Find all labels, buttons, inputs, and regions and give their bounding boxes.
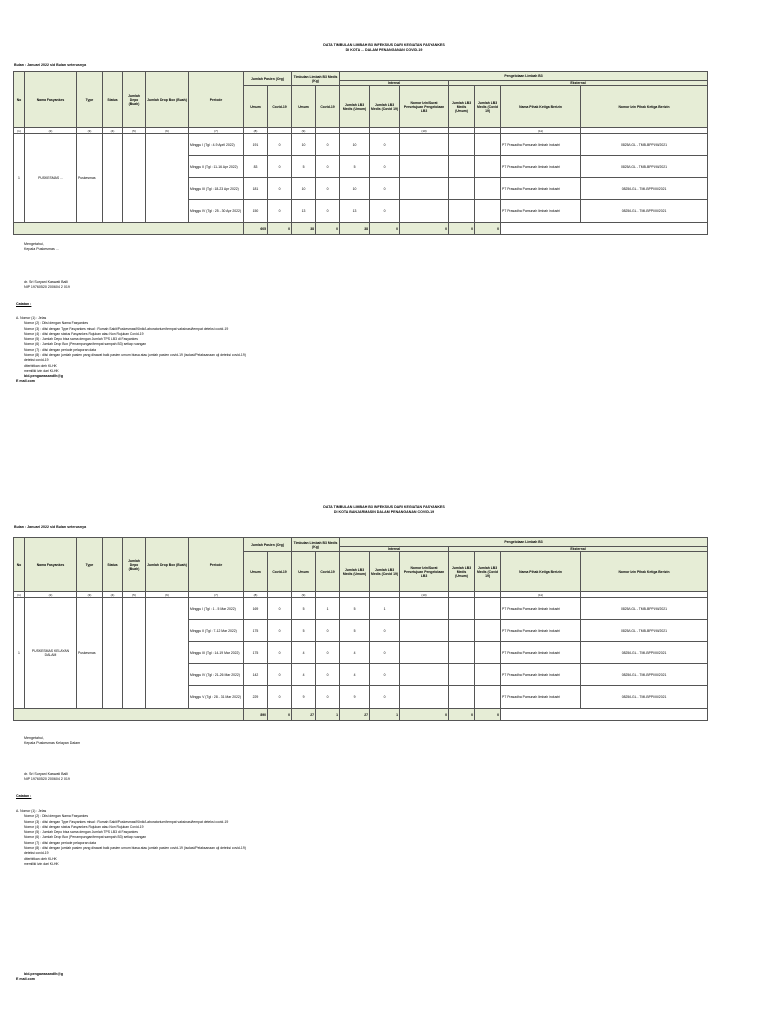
col-lb3-covid: Jumlah LB3 Medis (Covid 19): [370, 86, 400, 128]
t-umum-cell: 10: [292, 134, 316, 156]
facility-name: PUSKESMAS KELAYAN DALAM: [25, 598, 77, 709]
empty-cell: [400, 686, 449, 709]
colno: (8): [244, 592, 268, 598]
total-spacer: [14, 223, 244, 235]
lb3-covid-cell: 0: [370, 642, 400, 664]
t-covid-cell: 0: [316, 642, 340, 664]
total-spacer: [14, 709, 244, 721]
facility-status: [103, 598, 123, 709]
total-row: [14, 223, 708, 235]
umum-cell: 181: [244, 178, 268, 200]
col-jumlah-pasien: Jumlah Pasien (Org): [244, 538, 292, 552]
izin-cell: 0825/LGL - TMI-BPPI/III/2021: [581, 686, 708, 709]
t-covid-cell: 0: [316, 134, 340, 156]
covid-cell: 0: [268, 156, 292, 178]
note-line: diterbitkan oleh KLHK: [24, 856, 57, 861]
lb3-umum-cell: 13: [340, 200, 370, 223]
note-line: Nomor (8) : diisi dengan jumlah pasien yang dirawat baik pasien umum biasa atau jumlah pasien covid-19 (isolasi/Pelaksanaan uji deteksi covid-19): [24, 353, 246, 358]
note-line: Nomor (8) : diisi dengan jumlah pasien yang dirawat baik pasien umum biasa atau jumlah pasien covid-19 (isolasi/Pelaksanaan uji deteksi covid-19): [24, 846, 246, 851]
periode-cell: Minggu IV (Tgl : 21-26 Mar 2022): [189, 664, 244, 686]
empty-cell: [400, 642, 449, 664]
col-t-covid: Covid-19: [316, 552, 340, 592]
colno: (5): [123, 128, 146, 134]
waste-table: [13, 537, 708, 721]
empty-cell: [400, 598, 449, 620]
total-row: [14, 709, 708, 721]
total-lb3-covid: 1: [370, 709, 400, 721]
col-ek-covid: Jumlah LB3 Medis (Covid 19): [475, 86, 501, 128]
lb3-covid-cell: 0: [370, 620, 400, 642]
pihak-cell: PT Prasadha Pamunah limbah industri: [501, 664, 581, 686]
col-ek-umum: Jumlah LB3 Medis (Umum): [449, 552, 475, 592]
umum-cell: 142: [244, 664, 268, 686]
col-izin-surat: Nomor Izin/Surat Persetujuan Pengelolaan LB3: [400, 86, 449, 128]
facility-dropbox: [146, 134, 189, 223]
signer-nip: NIP 19760520 200604 2 019: [24, 285, 70, 289]
col-dropbox: Jumlah Drop Box (Buah): [146, 72, 189, 128]
sign-line: Kepala Puskesmas ...: [24, 247, 59, 251]
colno: (2): [25, 592, 77, 598]
empty-cell: [400, 664, 449, 686]
t-covid-cell: 0: [316, 664, 340, 686]
note-line: A. Nomor (1) : Jelas: [16, 316, 47, 320]
col-umum: Umum: [244, 552, 268, 592]
col-jumlah-pasien: Jumlah Pasien (Org): [244, 72, 292, 86]
signer-name: dr. Sri Suryani Kaswati Balli: [24, 280, 68, 284]
periode-cell: Minggu I (Tgl : 4-9 April 2022): [189, 134, 244, 156]
covid-cell: 0: [268, 642, 292, 664]
colno: (4): [103, 128, 123, 134]
colno: (9): [292, 592, 316, 598]
colno: (4): [103, 592, 123, 598]
periode-cell: Minggu I (Tgl : 1 - 5 Mar 2022): [189, 598, 244, 620]
col-depo: Jumlah Depo (Buah): [123, 538, 146, 592]
periode-cell: Minggu IV (Tgl : 25 - 30 Apr 2022): [189, 200, 244, 223]
izin-cell: 0825/LGL - TMI-BPPI/III/2021: [581, 200, 708, 223]
umum-cell: 175: [244, 642, 268, 664]
lb3-umum-cell: 5: [340, 598, 370, 620]
col-t-covid: Covid-19: [316, 86, 340, 128]
col-lb3-umum: Jumlah LB3 Medis (Umum): [340, 552, 370, 592]
empty-cell: [449, 178, 475, 200]
row-no: 1: [14, 134, 25, 223]
colno: (2): [25, 128, 77, 134]
col-eksternal: Eksternal: [449, 547, 708, 552]
lb3-umum-cell: 10: [340, 134, 370, 156]
lb3-covid-cell: 0: [370, 664, 400, 686]
total-blank: [501, 709, 708, 721]
email: [16, 374, 63, 384]
colno: (10): [400, 128, 449, 134]
note-line: Nomor (5) : Jumlah Depo bisa sama dengan Jumlah TPS LB3 di Fasyankes: [24, 830, 138, 835]
pihak-cell: PT Prasadha Pamunah limbah industri: [501, 620, 581, 642]
umum-cell: 83: [244, 156, 268, 178]
facility-dropbox: [146, 598, 189, 709]
note-line: diterbitkan oleh KLHK: [24, 363, 57, 368]
total-t-covid: 1: [316, 709, 340, 721]
empty-cell: [475, 686, 501, 709]
total-ek-covid: 0: [475, 709, 501, 721]
empty-cell: [475, 664, 501, 686]
total-umum: 890: [244, 709, 268, 721]
row-no: 1: [14, 598, 25, 709]
lb3-umum-cell: 5: [340, 620, 370, 642]
total-t-umum: 27: [292, 709, 316, 721]
sign-line: Kepala Puskesmas Kelayan Dalam: [24, 741, 81, 745]
email-line: E mail.com: [16, 379, 35, 383]
t-covid-cell: 0: [316, 156, 340, 178]
pihak-cell: PT Prasadha Pamunah limbah industri: [501, 200, 581, 223]
periode-cell: Minggu II (Tgl : 11-16 Apr 2022): [189, 156, 244, 178]
t-covid-cell: 0: [316, 686, 340, 709]
empty-cell: [449, 200, 475, 223]
note-line: Nomor (6) : Jumlah Drop Box (Penampungan/tempat sampah B3) setiap ruangan: [24, 835, 147, 840]
total-blank: [501, 223, 708, 235]
col-izin-pihak: Nomor Izin Pihak Ketiga Berizin: [581, 552, 708, 592]
note-line: Nomor (2) : Diisi dengan Nama Fasyankes: [24, 321, 89, 326]
lb3-umum-cell: 4: [340, 664, 370, 686]
empty-cell: [475, 156, 501, 178]
empty-cell: [475, 598, 501, 620]
report-title: [0, 43, 768, 53]
acknowledgement: [24, 736, 80, 746]
empty-cell: [449, 598, 475, 620]
t-umum-cell: 13: [292, 200, 316, 223]
colno: (8): [244, 128, 268, 134]
empty-cell: [449, 642, 475, 664]
col-internal: Internal: [340, 81, 449, 86]
colno: (7): [189, 592, 244, 598]
note-line: Nomor (2) : Diisi dengan Nama Fasyankes: [24, 814, 89, 819]
lb3-covid-cell: 0: [370, 156, 400, 178]
t-covid-cell: 0: [316, 200, 340, 223]
covid-cell: 0: [268, 178, 292, 200]
report-period: Bulan : Januari 2022 s/d Bulan seterusnya: [14, 63, 87, 67]
col-pihak: Nama Pihak Ketiga Berizin: [501, 552, 581, 592]
note-line: memiliki izin dari KLHK: [24, 861, 59, 866]
total-izin: 0: [400, 709, 449, 721]
note-line: Nomor (4) : diisi dengan status Fasyankes Rujukan atau Non Rujukan Covid-19: [24, 824, 144, 829]
col-pengelolaan: Pengelolaan Limbah B3: [340, 538, 708, 547]
empty-cell: [475, 620, 501, 642]
t-umum-cell: 4: [292, 664, 316, 686]
pihak-cell: PT Prasadha Pamunah limbah industri: [501, 156, 581, 178]
col-status: Status: [103, 538, 123, 592]
col-t-umum: Umum: [292, 552, 316, 592]
facility-status: [103, 134, 123, 223]
t-covid-cell: 1: [316, 598, 340, 620]
title-line: DI KOTA BANJARMASIN DALAM PENANGANAN COVID-19: [333, 510, 435, 514]
pihak-cell: PT Prasadha Pamunah limbah industri: [501, 642, 581, 664]
colno: (5): [123, 592, 146, 598]
t-umum-cell: 9: [292, 686, 316, 709]
periode-cell: Minggu V (Tgl : 28 - 31 Mar 2022): [189, 686, 244, 709]
note-line: Nomor (3) : diisi dengan Type Fasyankes misal : Rumah Sakit/Puskesmas/Klinik/Laboratorium/tempat vaksinasi/tempat deteksi covid-19: [24, 819, 229, 824]
pihak-cell: PT Prasadha Pamunah limbah industri: [501, 178, 581, 200]
empty-cell: [475, 134, 501, 156]
colno: (3): [77, 128, 103, 134]
col-no: No: [14, 72, 25, 128]
title-line: DI KOTA ... DALAM PENANGANAN COVID-19: [345, 48, 423, 52]
lb3-umum-cell: 9: [340, 686, 370, 709]
pihak-cell: PT Prasadha Pamunah limbah industri: [501, 686, 581, 709]
covid-cell: 0: [268, 134, 292, 156]
total-covid: 0: [268, 223, 292, 235]
note-line: Nomor (3) : diisi dengan Type Fasyankes misal : Rumah Sakit/Puskesmas/Klinik/Laboratorium/tempat vaksinasi/tempat deteksi covid-19: [24, 326, 229, 331]
t-umum-cell: 5: [292, 620, 316, 642]
col-status: Status: [103, 72, 123, 128]
t-covid-cell: 0: [316, 620, 340, 642]
colno: (10): [400, 592, 449, 598]
izin-cell: 0825/LGL - TMI-BPPI/III/2021: [581, 642, 708, 664]
col-umum: Umum: [244, 86, 268, 128]
col-nama: Nama Fasyankes: [25, 538, 77, 592]
signer: [24, 280, 70, 290]
izin-cell: 0825/LGL - TMI-BPPI/III/2021: [581, 664, 708, 686]
col-ek-umum: Jumlah LB3 Medis (Umum): [449, 86, 475, 128]
total-lb3-umum: 27: [340, 709, 370, 721]
t-umum-cell: 4: [292, 642, 316, 664]
total-lb3-covid: 0: [370, 223, 400, 235]
colno: (7): [189, 128, 244, 134]
col-periode: Periode: [189, 538, 244, 592]
note-line: A. Nomor (1) : Jelas: [16, 809, 47, 813]
izin-cell: 0825/LGL - TMI-BPPI/III/2021: [581, 178, 708, 200]
acknowledgement: [24, 242, 59, 252]
total-t-umum: 38: [292, 223, 316, 235]
col-eksternal: Eksternal: [449, 81, 708, 86]
empty-cell: [400, 200, 449, 223]
col-lb3-umum: Jumlah LB3 Medis (Umum): [340, 86, 370, 128]
total-ek-covid: 0: [475, 223, 501, 235]
umum-cell: 229: [244, 686, 268, 709]
facility-depo: [123, 134, 146, 223]
colno: (3): [77, 592, 103, 598]
col-timbulan: Timbulan Limbah B3 Medis (Kg): [292, 72, 340, 86]
colno: (6): [146, 128, 189, 134]
col-periode: Periode: [189, 72, 244, 128]
t-umum-cell: 5: [292, 156, 316, 178]
signer-name: dr. Sri Suryani Kaswati Balli: [24, 772, 68, 776]
covid-cell: 0: [268, 598, 292, 620]
notes-list: [16, 316, 246, 374]
facility-type: Puskesmas: [77, 134, 103, 223]
email-line: bid.pengawasandlh@g: [24, 972, 64, 976]
izin-cell: 0825/LGL - TMB-BPPI/III/2021: [581, 620, 708, 642]
umum-cell: 150: [244, 200, 268, 223]
col-dropbox: Jumlah Drop Box (Buah): [146, 538, 189, 592]
report-title: [0, 505, 768, 515]
total-ek-umum: 0: [449, 223, 475, 235]
empty-cell: [449, 156, 475, 178]
note-line: memiliki izin dari KLHK: [24, 368, 59, 373]
empty-cell: [475, 200, 501, 223]
facility-depo: [123, 598, 146, 709]
title-line: DATA TIMBULAN LIMBAH B3 INFEKSIUS DARI KEGIATAN FASYANKES: [323, 43, 445, 47]
col-type: Type: [77, 538, 103, 592]
sign-line: Mengetahui,: [24, 242, 44, 246]
col-lb3-covid: Jumlah LB3 Medis (Covid 19): [370, 552, 400, 592]
col-timbulan: Timbulan Limbah B3 Medis (Kg): [292, 538, 340, 552]
izin-cell: 0825/LGL - TMB-BPPI/III/2021: [581, 134, 708, 156]
lb3-umum-cell: 4: [340, 642, 370, 664]
total-lb3-umum: 38: [340, 223, 370, 235]
empty-cell: [449, 620, 475, 642]
total-ek-umum: 0: [449, 709, 475, 721]
signer: [24, 772, 70, 782]
col-covid: Covid-19: [268, 552, 292, 592]
covid-cell: 0: [268, 686, 292, 709]
lb3-covid-cell: 0: [370, 200, 400, 223]
lb3-covid-cell: 0: [370, 178, 400, 200]
lb3-covid-cell: 1: [370, 598, 400, 620]
t-covid-cell: 0: [316, 178, 340, 200]
note-line: Nomor (4) : diisi dengan status Fasyankes Rujukan atau Non Rujukan Covid-19: [24, 331, 144, 336]
col-pengelolaan: Pengelolaan Limbah B3: [340, 72, 708, 81]
col-pihak: Nama Pihak Ketiga Berizin: [501, 86, 581, 128]
empty-cell: [400, 156, 449, 178]
note-line: Nomor (5) : Jumlah Depo bisa sama dengan Jumlah TPS LB3 di Fasyankes: [24, 337, 138, 342]
col-izin-pihak: Nomor Izin Pihak Ketiga Berizin: [581, 86, 708, 128]
t-umum-cell: 10: [292, 178, 316, 200]
table-row: [14, 134, 708, 156]
total-izin: 0: [400, 223, 449, 235]
empty-cell: [400, 620, 449, 642]
title-line: DATA TIMBULAN LIMBAH B3 INFEKSIUS DARI KEGIATAN FASYANKES: [323, 505, 445, 509]
email-line: E mail.com: [16, 977, 35, 981]
lb3-umum-cell: 10: [340, 178, 370, 200]
empty-cell: [475, 178, 501, 200]
note-line: Nomor (6) : Jumlah Drop Box (Penampungan/tempat sampah B3) setiap ruangan: [24, 342, 147, 347]
periode-cell: Minggu III (Tgl : 14-19 Mar 2022): [189, 642, 244, 664]
empty-cell: [449, 686, 475, 709]
umum-cell: 169: [244, 598, 268, 620]
facility-type: Puskesmas: [77, 598, 103, 709]
col-depo: Jumlah Depo (Buah): [123, 72, 146, 128]
colno: (11): [501, 128, 581, 134]
empty-cell: [449, 664, 475, 686]
lb3-covid-cell: 0: [370, 134, 400, 156]
facility-name: PUSKESMAS ...: [25, 134, 77, 223]
izin-cell: 0825/LGL - TMB-BPPI/III/2021: [581, 598, 708, 620]
col-izin-surat: Nomor Izin/Surat Persetujuan Pengelolaan LB3: [400, 552, 449, 592]
sign-line: Mengetahui,: [24, 736, 44, 740]
note-line: Nomor (7) : diisi dengan periode pelaporan data: [24, 840, 97, 845]
col-ek-covid: Jumlah LB3 Medis (Covid 19): [475, 552, 501, 592]
covid-cell: 0: [268, 620, 292, 642]
table-row: [14, 598, 708, 620]
lb3-covid-cell: 0: [370, 686, 400, 709]
empty-cell: [400, 178, 449, 200]
col-covid: Covid-19: [268, 86, 292, 128]
note-line: deteksi covid-19: [24, 358, 49, 363]
total-umum: 605: [244, 223, 268, 235]
col-no: No: [14, 538, 25, 592]
total-covid: 0: [268, 709, 292, 721]
covid-cell: 0: [268, 664, 292, 686]
notes-list: [16, 809, 246, 867]
lb3-umum-cell: 5: [340, 156, 370, 178]
notes-heading: Catatan :: [16, 302, 32, 306]
total-t-covid: 0: [316, 223, 340, 235]
izin-cell: 0825/LGL - TMB-BPPI/III/2021: [581, 156, 708, 178]
umum-cell: 191: [244, 134, 268, 156]
note-line: deteksi covid-19: [24, 851, 49, 856]
colno: (6): [146, 592, 189, 598]
pihak-cell: PT Prasadha Pamunah limbah industri: [501, 134, 581, 156]
col-type: Type: [77, 72, 103, 128]
colno: (1): [14, 592, 25, 598]
empty-cell: [449, 134, 475, 156]
notes-heading: Catatan :: [16, 794, 32, 798]
email-line: bid.pengawasandlh@g: [24, 374, 64, 378]
colno: (11): [501, 592, 581, 598]
pihak-cell: PT Prasadha Pamunah limbah industri: [501, 598, 581, 620]
report-period: Bulan : Januari 2022 s/d Bulan seterusnya: [14, 525, 87, 529]
colno: (9): [292, 128, 316, 134]
periode-cell: Minggu II (Tgl : 7-12 Mar 2022): [189, 620, 244, 642]
colno: (1): [14, 128, 25, 134]
signer-nip: NIP 19760520 200604 2 019: [24, 777, 70, 781]
empty-cell: [475, 642, 501, 664]
email: [16, 972, 63, 982]
covid-cell: 0: [268, 200, 292, 223]
col-internal: Internal: [340, 547, 449, 552]
col-t-umum: Umum: [292, 86, 316, 128]
t-umum-cell: 5: [292, 598, 316, 620]
waste-table: [13, 71, 708, 235]
empty-cell: [400, 134, 449, 156]
periode-cell: Minggu III (Tgl : 18-23 Apr 2022): [189, 178, 244, 200]
col-nama: Nama Fasyankes: [25, 72, 77, 128]
note-line: Nomor (7) : diisi dengan periode pelaporan data: [24, 347, 97, 352]
umum-cell: 175: [244, 620, 268, 642]
